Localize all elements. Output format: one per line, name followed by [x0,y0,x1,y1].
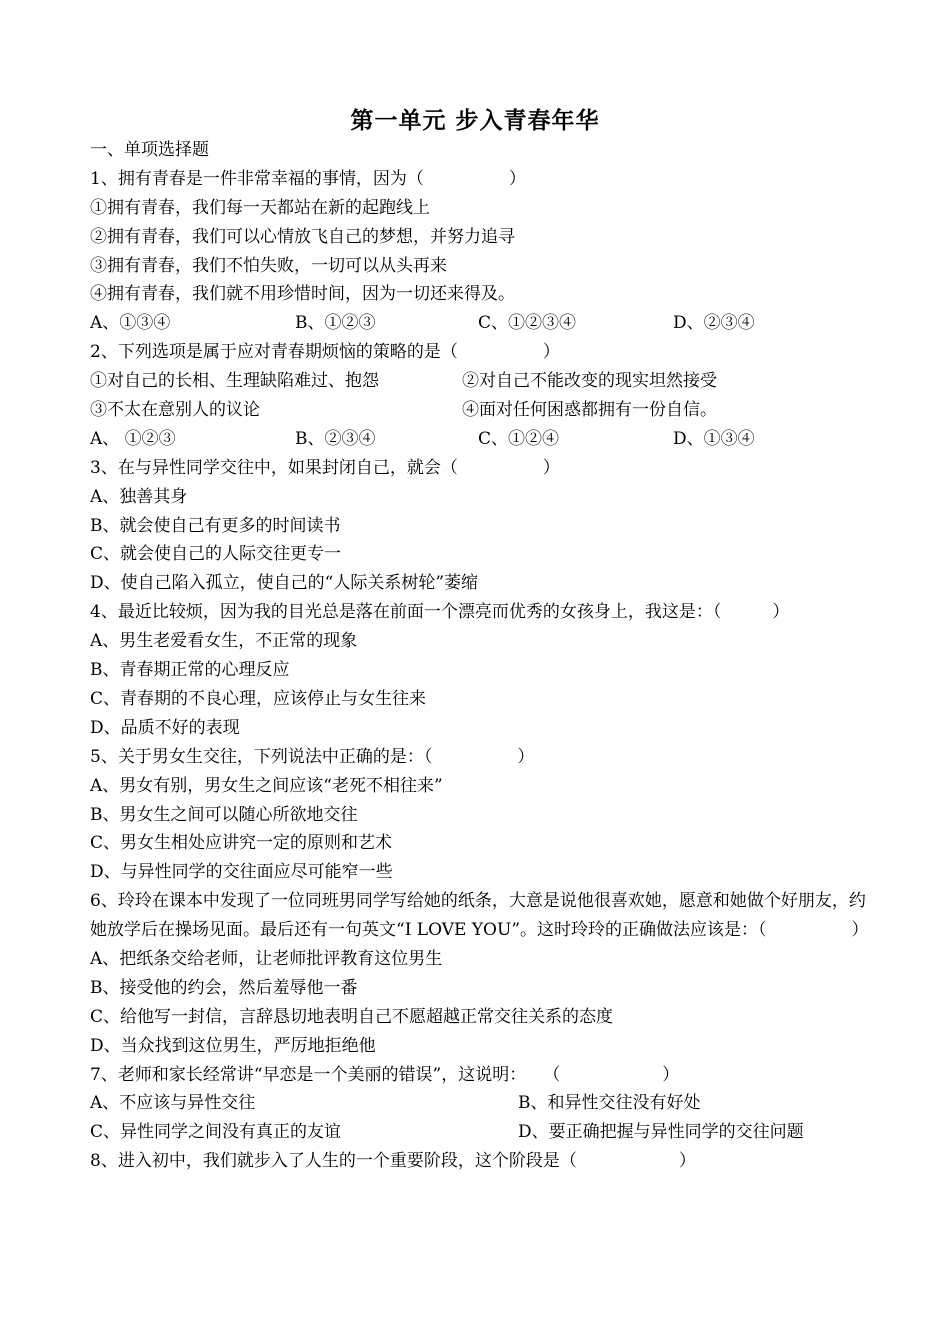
option-d: D、品质不好的表现 [90,717,240,738]
option-d: D、①③④ [673,428,755,449]
question-1-statement: ①拥有青春，我们每一天都站在新的起跑线上 [90,197,430,218]
question-3-stem: 3、在与异性同学交往中，如果封闭自己，就会（ ） [90,457,560,478]
option-b: B、男女生之间可以随心所欲地交往 [90,804,358,825]
option-c: C、给他写一封信，言辞恳切地表明自己不愿超越正常交往关系的态度 [90,1006,614,1027]
question-4-stem: 4、最近比较烦，因为我的目光总是落在前面一个漂亮而优秀的女孩身上，我这是：（ ） [90,602,790,623]
option-a: A、①③④ [90,313,171,334]
question-8-stem: 8、进入初中，我们就步入了人生的一个重要阶段，这个阶段是（ ） [90,1151,696,1172]
question-1-options [90,309,870,338]
question-2-options [90,425,870,454]
option-a: A、男女有别，男女生之间应该“老死不相往来” [90,775,443,796]
option-b: B、就会使自己有更多的时间读书 [90,515,341,536]
question-2-statements [90,367,870,396]
question-7-options [90,1118,870,1147]
option-d: D、要正确把握与异性同学的交往问题 [518,1122,804,1143]
option-c: C、就会使自己的人际交往更专一 [90,544,342,565]
option-d: D、②③④ [673,313,755,334]
option-c: C、男女生相处应讲究一定的原则和艺术 [90,833,393,854]
question-2-statements [90,396,870,425]
statement-4: ④面对任何困惑都拥有一份自信。 [462,400,717,421]
question-7-options [90,1089,870,1118]
question-1-statement: ③拥有青春，我们不怕失败，一切可以从头再来 [90,255,447,276]
option-d: D、当众找到这位男生，严厉地拒绝他 [90,1035,376,1056]
option-d: D、使自己陷入孤立，使自己的“人际关系树轮”萎缩 [90,573,479,594]
option-b: B、青春期正常的心理反应 [90,660,290,681]
option-a: A、把纸条交给老师，让老师批评教育这位男生 [90,948,443,969]
option-a: A、不应该与异性交往 [90,1093,256,1114]
statement-1: ①对自己的长相、生理缺陷难过、抱怨 [90,371,379,392]
page-title: 第一单元 步入青春年华 [350,108,600,134]
question-5-stem: 5、关于男女生交往，下列说法中正确的是：（ ） [90,746,535,767]
option-c: C、异性同学之间没有真正的友谊 [90,1122,342,1143]
option-a: A、独善其身 [90,486,188,507]
option-c: C、①②④ [478,428,560,449]
option-a: A、 ①②③ [90,428,176,449]
option-d: D、与异性同学的交往面应尽可能窄一些 [90,862,393,883]
question-6-stem: 6、玲玲在课本中发现了一位同班男同学写给她的纸条，大意是说他很喜欢她，愿意和她做个好朋友，约她放学后在操场见面。最后还有一句英文“I LOVE YOU”。这时玲玲的正确做法应该是：（ ） [90,891,869,941]
option-c: C、青春期的不良心理，应该停止与女生往来 [90,688,427,709]
section-heading: 一、单项选择题 [90,140,209,160]
question-1-statement: ④拥有青春，我们就不用珍惜时间，因为一切还来得及。 [90,284,515,305]
question-1-stem: 1、拥有青春是一件非常幸福的事情，因为（ ） [90,168,526,189]
question-list [90,136,870,1176]
statement-2: ②对自己不能改变的现实坦然接受 [462,371,717,392]
question-7-stem: 7、老师和家长经常讲“早恋是一个美丽的错误”，这说明： （ ） [90,1064,680,1085]
option-b: B、①②③ [295,313,376,334]
option-a: A、男生老爱看女生，不正常的现象 [90,631,358,652]
option-b: B、②③④ [295,428,376,449]
option-c: C、①②③④ [478,313,577,334]
question-1-statement: ②拥有青春，我们可以心情放飞自己的梦想，并努力追寻 [90,226,515,247]
statement-3: ③不太在意别人的议论 [90,400,260,421]
option-b: B、和异性交往没有好处 [518,1093,701,1114]
question-2-stem: 2、下列选项是属于应对青春期烦恼的策略的是（ ） [90,342,560,363]
option-b: B、接受他的约会，然后羞辱他一番 [90,977,358,998]
